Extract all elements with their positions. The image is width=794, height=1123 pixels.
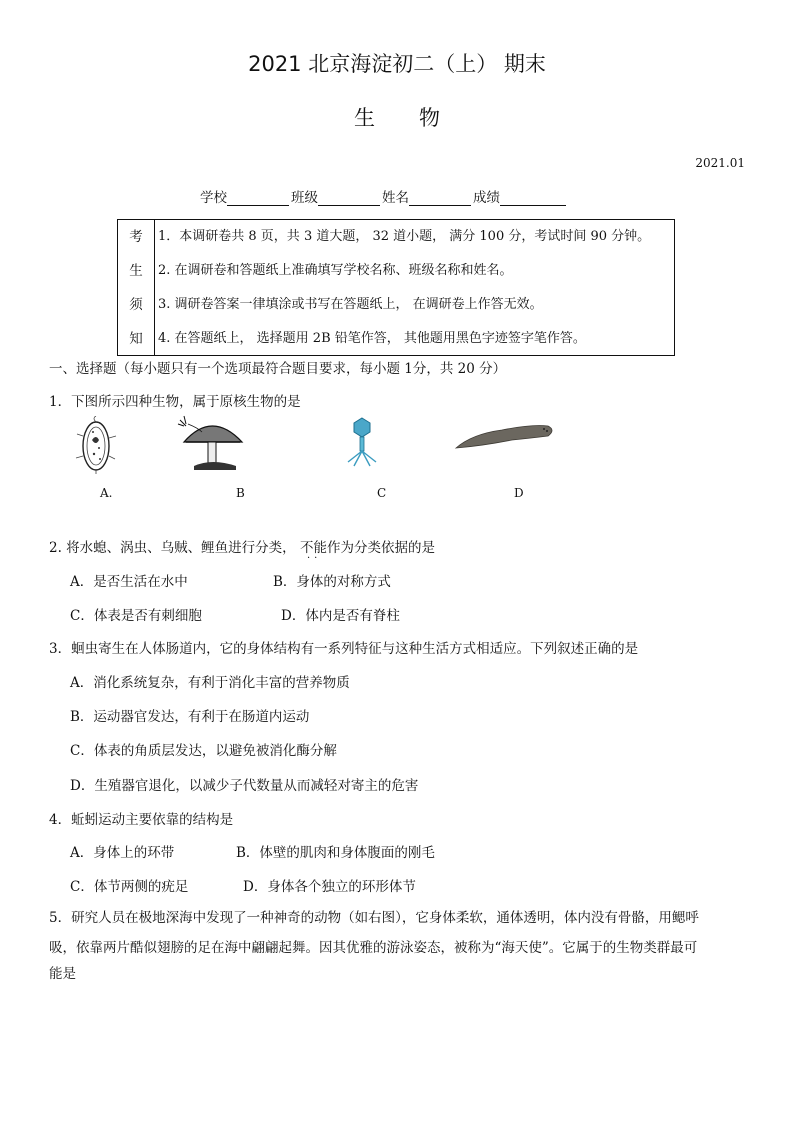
question-3-option-c[interactable]: C．体表的角质层发达，以避免被消化酶分解 [70,743,337,759]
subject-char-2: 物 [419,106,440,130]
notice-item: 2. 在调研卷和答题纸上准确填写学校名称、班级名称和姓名。 [158,263,513,278]
planarian-figure [452,418,556,454]
field-label-class: 班级 [291,190,318,206]
question-5-line-3: 能是 [49,966,76,982]
question-4-option-b[interactable]: B．体壁的肌肉和身体腹面的刚毛 [236,845,435,861]
exam-notice-box [117,219,675,356]
bacterium-figure [74,416,118,474]
notice-items [156,220,674,356]
notice-side-label [118,220,155,355]
figure-caption-b: B [236,486,245,500]
question-3-stem: 3．蛔虫寄生在人体肠道内，它的身体结构有一系列特征与这种生活方式相适应。下列叙述正确的是 [49,641,639,657]
notice-side-char: 知 [129,331,143,347]
emphasis-dots: ·· [307,553,322,564]
mushroom-figure [176,414,248,474]
question-1-stem: 1．下图所示四种生物，属于原核生物的是 [49,394,301,410]
question-4-option-d[interactable]: D．身体各个独立的环形体节 [243,879,416,895]
notice-item: 4. 在答题纸上， 选择题用 2B 铅笔作答， 其他题用黑色字迹签字笔作答。 [158,331,586,346]
notice-side-char: 考 [129,229,143,245]
subject-title [0,102,794,132]
exam-title: 2021 北京海淀初二（上） 期末 [248,52,546,76]
figure-caption-a: A. [100,486,113,500]
question-4-option-c[interactable]: C．体节两侧的疣足 [70,879,189,895]
question-2-option-d[interactable]: D．体内是否有脊柱 [281,608,400,624]
field-label-school: 学校 [200,190,227,206]
question-2-option-b[interactable]: B．身体的对称方式 [273,574,391,590]
question-2-option-c[interactable]: C．体表是否有刺细胞 [70,608,202,624]
question-3-option-a[interactable]: A．消化系统复杂，有利于消化丰富的营养物质 [70,675,350,691]
virus-figure [342,416,382,468]
notice-side-char: 须 [129,297,143,313]
notice-item: 3. 调研卷答案一律填涂或书写在答题纸上， 在调研卷上作答无效。 [158,297,543,312]
figure-caption-d: D [514,486,524,500]
field-blank-name[interactable] [409,191,471,206]
question-3-option-d[interactable]: D．生殖器官退化，以减少子代数量从而减轻对寄主的危害 [70,778,419,794]
notice-item: 1．本调研卷共 8 页，共 3 道大题， 32 道小题， 满分 100 分，考试时间 90 分钟。 [158,229,651,244]
exam-date: 2021.01 [695,156,745,170]
figure-caption-c: C [377,486,387,500]
question-2-option-a[interactable]: A．是否生活在水中 [70,574,188,590]
field-blank-score[interactable] [500,191,566,206]
subject-char-1: 生 [354,106,375,130]
question-3-option-b[interactable]: B．运动器官发达，有利于在肠道内运动 [70,709,310,725]
field-label-name: 姓名 [382,190,409,206]
question-4-stem: 4．蚯蚓运动主要依靠的结构是 [49,812,234,828]
field-blank-class[interactable] [318,191,380,206]
field-blank-school[interactable] [227,191,289,206]
student-info-fields [200,186,568,206]
question-2-stem: 2. 将水螅、涡虫、乌贼、鲤鱼进行分类， 不能作为分类依据的是 [49,540,435,556]
field-label-score: 成绩 [473,190,500,206]
section-heading: 一、选择题（每小题只有一个选项最符合题目要求，每小题 1分，共 20 分） [49,361,507,377]
question-5-line-1: 5．研究人员在极地深海中发现了一种神奇的动物（如右图），它身体柔软，通体透明，体内没有骨骼，用鳃呼 [49,910,699,926]
question-5-line-2: 吸，依靠两片酷似翅膀的足在海中翩翩起舞。因其优雅的游泳姿态，被称为“海天使”。它属于的生物类群最可 [49,940,698,956]
notice-side-char: 生 [129,263,143,279]
question-4-option-a[interactable]: A．身体上的环带 [70,845,175,861]
